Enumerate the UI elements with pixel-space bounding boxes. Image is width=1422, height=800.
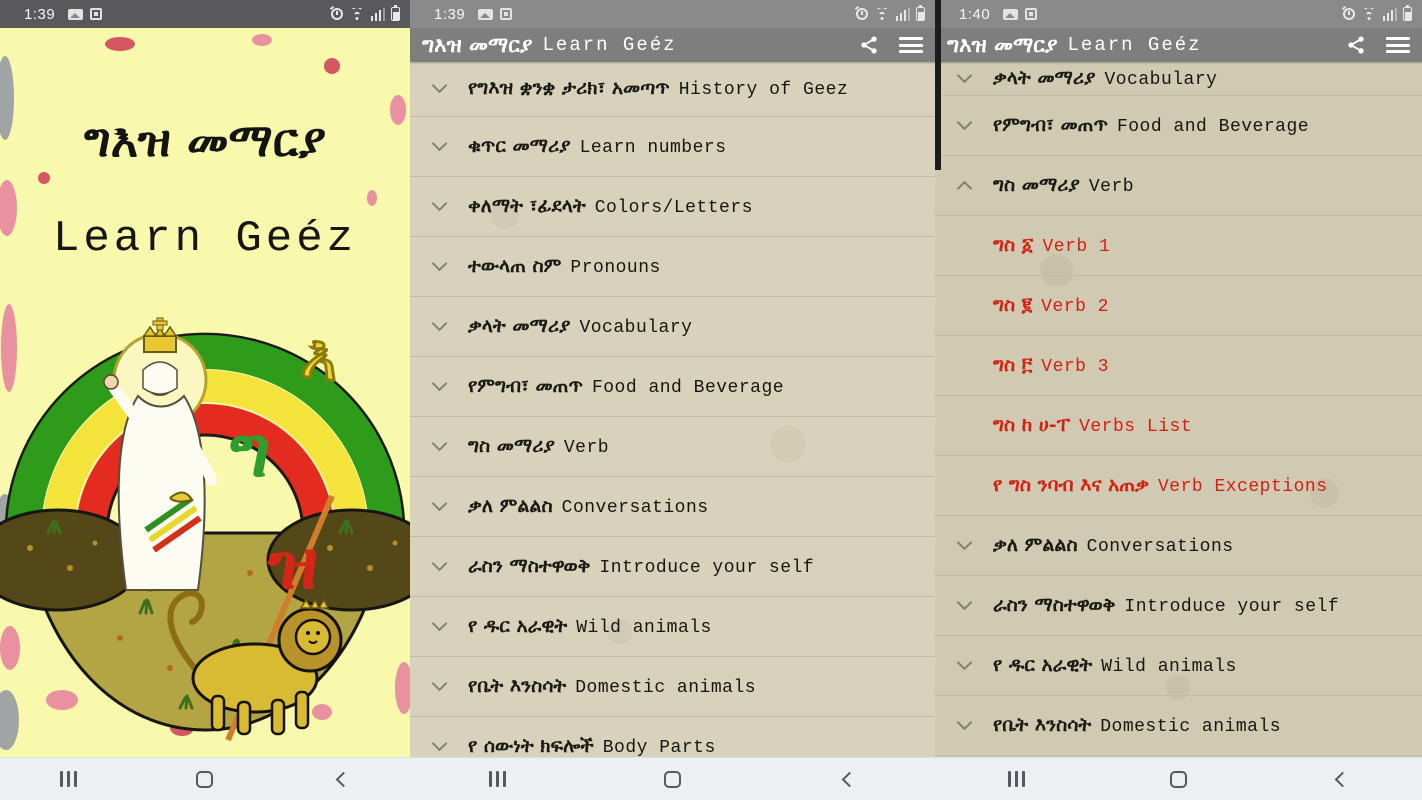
app-bar bbox=[410, 28, 935, 62]
item-geez-label: የቤት እንስሳት bbox=[468, 674, 567, 697]
back-button[interactable] bbox=[818, 758, 878, 800]
menu-item-wild-animals[interactable] bbox=[935, 636, 1422, 696]
screenshot-icon bbox=[1025, 8, 1037, 20]
item-english-label: Vocabulary bbox=[1104, 69, 1218, 90]
item-english-label: Verb 2 bbox=[1041, 296, 1109, 317]
menu-item-learn-numbers[interactable] bbox=[410, 117, 935, 177]
back-icon bbox=[1335, 771, 1351, 787]
menu-icon[interactable] bbox=[1386, 37, 1410, 53]
item-english-label: Conversations bbox=[561, 497, 709, 518]
photo-icon bbox=[1003, 9, 1018, 20]
item-geez-label: ግስ ፪ bbox=[993, 293, 1033, 316]
item-geez-label: ቃላት መማሪያ bbox=[468, 314, 571, 337]
menu-item-conversations[interactable] bbox=[410, 477, 935, 537]
recents-icon bbox=[489, 771, 506, 787]
recents-button[interactable] bbox=[986, 758, 1046, 800]
share-icon[interactable] bbox=[859, 35, 879, 55]
battery-icon bbox=[391, 7, 400, 21]
menu-item-food-and-beverage[interactable] bbox=[410, 357, 935, 417]
item-geez-label: የምግብ፣ መጠጥ bbox=[993, 113, 1108, 136]
item-geez-label: ግስ ከ ሀ-ፐ bbox=[993, 413, 1071, 436]
clock-text: 1:39 bbox=[24, 5, 56, 23]
recents-button[interactable] bbox=[38, 758, 98, 800]
item-geez-label: የግእዝ ቋንቋ ታሪክ፣ አመጣጥ bbox=[468, 76, 670, 99]
chevron-down-icon bbox=[432, 615, 448, 631]
clock-text: 1:40 bbox=[959, 5, 991, 23]
menu-icon[interactable] bbox=[899, 37, 923, 53]
chevron-down-icon bbox=[432, 195, 448, 211]
item-english-label: Verbs List bbox=[1079, 416, 1193, 437]
status-bar bbox=[935, 0, 1422, 28]
phone-menu-expanded bbox=[935, 0, 1422, 800]
status-bar bbox=[0, 0, 410, 28]
battery-icon bbox=[916, 7, 925, 21]
svg-text:እ: እ bbox=[297, 318, 345, 396]
android-nav-bar bbox=[410, 757, 935, 800]
chevron-down-icon bbox=[432, 375, 448, 391]
item-geez-label: የምግብ፣ መጠጥ bbox=[468, 374, 583, 397]
chevron-down-icon bbox=[957, 594, 973, 610]
item-english-label: Introduce your self bbox=[1124, 596, 1340, 617]
svg-text:ግ: ግ bbox=[230, 410, 271, 493]
item-english-label: Pronouns bbox=[570, 257, 661, 278]
home-icon bbox=[196, 771, 213, 788]
menu-item-domestic-animals[interactable] bbox=[410, 657, 935, 717]
item-geez-label: ቁጥር መማሪያ bbox=[468, 134, 571, 157]
chevron-down-icon bbox=[432, 435, 448, 451]
home-icon bbox=[1170, 771, 1187, 788]
menu-item-domestic-animals[interactable] bbox=[935, 696, 1422, 756]
photo-icon bbox=[478, 9, 493, 20]
menu-item-body-parts[interactable] bbox=[410, 717, 935, 757]
item-english-label: Learn numbers bbox=[579, 137, 727, 158]
wifi-icon bbox=[1361, 8, 1377, 20]
item-english-label: Verb Exceptions bbox=[1157, 476, 1328, 497]
item-english-label: Vocabulary bbox=[579, 317, 693, 338]
menu-item-wild-animals[interactable] bbox=[410, 597, 935, 657]
item-english-label: Wild animals bbox=[576, 617, 712, 638]
home-button[interactable] bbox=[643, 758, 703, 800]
item-english-label: Domestic animals bbox=[1100, 716, 1282, 737]
chevron-down-icon bbox=[957, 67, 973, 83]
submenu-item-verb-2[interactable] bbox=[935, 276, 1422, 336]
item-english-label: Verb 3 bbox=[1041, 356, 1110, 377]
item-geez-label: የ ዱር አራዊት bbox=[468, 614, 568, 637]
chevron-down-icon bbox=[957, 714, 973, 730]
item-english-label: Introduce your self bbox=[599, 557, 815, 578]
phone-splash bbox=[0, 0, 410, 800]
menu-item-verb[interactable] bbox=[410, 417, 935, 477]
menu-item-vocabulary[interactable] bbox=[935, 62, 1422, 96]
phone-menu bbox=[410, 0, 935, 800]
screenshot-icon bbox=[500, 8, 512, 20]
chevron-down-icon bbox=[957, 534, 973, 550]
alarm-icon bbox=[331, 8, 343, 20]
signal-icon bbox=[371, 8, 386, 21]
clock-text: 1:39 bbox=[434, 5, 466, 23]
menu-item-verb-expanded[interactable] bbox=[935, 156, 1422, 216]
item-english-label: Colors/Letters bbox=[594, 197, 753, 218]
menu-item-vocabulary[interactable] bbox=[410, 297, 935, 357]
item-geez-label: ቃለ ምልልስ bbox=[468, 494, 553, 517]
item-english-label: Body Parts bbox=[602, 737, 716, 757]
recents-icon bbox=[60, 771, 77, 787]
item-english-label: Verb bbox=[563, 437, 610, 458]
item-geez-label: ግስ ፫ bbox=[993, 353, 1033, 376]
chevron-down-icon bbox=[957, 654, 973, 670]
menu-item-introduce-your-self[interactable] bbox=[935, 576, 1422, 636]
item-geez-label: ግስ መማሪያ bbox=[993, 173, 1080, 196]
menu-item-conversations[interactable] bbox=[935, 516, 1422, 576]
back-icon bbox=[842, 771, 858, 787]
menu-item-introduce-your-self[interactable] bbox=[410, 537, 935, 597]
back-button[interactable] bbox=[1311, 758, 1371, 800]
panel-seam bbox=[935, 0, 941, 170]
home-icon bbox=[664, 771, 681, 788]
item-english-label: Verb 1 bbox=[1042, 236, 1111, 257]
item-geez-label: የቤት እንስሳት bbox=[993, 713, 1092, 736]
chevron-down-icon bbox=[432, 675, 448, 691]
splash-screen bbox=[0, 28, 410, 757]
back-icon bbox=[336, 771, 352, 787]
item-english-label: History of Geez bbox=[678, 79, 849, 100]
signal-icon bbox=[1383, 8, 1398, 21]
item-geez-label: የ ግስ ንባብ እና አጠቃ bbox=[993, 473, 1149, 496]
chevron-up-icon bbox=[957, 180, 973, 196]
photo-icon bbox=[68, 9, 83, 20]
share-icon[interactable] bbox=[1346, 35, 1366, 55]
home-button[interactable] bbox=[1148, 758, 1208, 800]
item-geez-label: የ ዱር አራዊት bbox=[993, 653, 1093, 676]
alarm-icon bbox=[1343, 8, 1355, 20]
appbar-title-geez: ግእዝ መማርያ bbox=[422, 32, 533, 57]
submenu-item-verb-1[interactable] bbox=[935, 216, 1422, 276]
submenu-item-verb-exceptions[interactable] bbox=[935, 456, 1422, 516]
android-nav-bar bbox=[0, 757, 410, 800]
app-bar bbox=[935, 28, 1422, 62]
screenshot-icon bbox=[90, 8, 102, 20]
wifi-icon bbox=[349, 8, 365, 20]
appbar-title-latin: Learn Geéz bbox=[542, 34, 677, 56]
android-nav-bar bbox=[935, 757, 1422, 800]
item-geez-label: ግስ ፩ bbox=[993, 233, 1034, 256]
chevron-down-icon bbox=[432, 135, 448, 151]
item-english-label: Verb bbox=[1088, 176, 1135, 197]
menu-list bbox=[935, 62, 1422, 757]
item-geez-label: ራስን ማስተዋወቅ bbox=[993, 593, 1116, 616]
chevron-down-icon bbox=[432, 555, 448, 571]
item-english-label: Wild animals bbox=[1101, 656, 1237, 677]
chevron-down-icon bbox=[432, 78, 448, 94]
back-button[interactable] bbox=[312, 758, 372, 800]
home-button[interactable] bbox=[175, 758, 235, 800]
splash-artwork bbox=[0, 28, 410, 757]
alarm-icon bbox=[856, 8, 868, 20]
item-geez-label: ራስን ማስተዋወቅ bbox=[468, 554, 591, 577]
svg-text:ዝ: ዝ bbox=[268, 522, 319, 605]
item-geez-label: የ ሰውነት ክፍሎች bbox=[468, 734, 594, 757]
chevron-down-icon bbox=[957, 114, 973, 130]
status-bar bbox=[410, 0, 935, 28]
item-english-label: Food and Beverage bbox=[591, 377, 785, 398]
item-geez-label: ቃለ ምልልስ bbox=[993, 533, 1078, 556]
submenu-item-verb-3[interactable] bbox=[935, 336, 1422, 396]
battery-icon bbox=[1403, 7, 1412, 21]
item-geez-label: ቀለማት ፣ፊደላት bbox=[468, 194, 586, 217]
menu-list bbox=[410, 62, 935, 757]
appbar-title-latin: Learn Geéz bbox=[1067, 34, 1202, 56]
item-geez-label: ግስ መማሪያ bbox=[468, 434, 555, 457]
menu-item-pronouns[interactable] bbox=[410, 237, 935, 297]
wifi-icon bbox=[874, 8, 890, 20]
item-geez-label: ተውላጠ ስም bbox=[468, 254, 562, 277]
menu-item-colors-letters[interactable] bbox=[410, 177, 935, 237]
submenu-item-verbs-list[interactable] bbox=[935, 396, 1422, 456]
chevron-down-icon bbox=[432, 495, 448, 511]
splash-title-latin: Learn Geéz bbox=[52, 214, 358, 264]
item-english-label: Domestic animals bbox=[575, 677, 757, 698]
appbar-title-geez: ግእዝ መማርያ bbox=[947, 32, 1058, 57]
chevron-down-icon bbox=[432, 315, 448, 331]
recents-button[interactable] bbox=[468, 758, 528, 800]
item-english-label: Conversations bbox=[1086, 536, 1234, 557]
chevron-down-icon bbox=[432, 735, 448, 751]
menu-item-history-of-geez[interactable] bbox=[410, 62, 935, 117]
item-geez-label: ቃላት መማሪያ bbox=[993, 66, 1096, 89]
item-english-label: Food and Beverage bbox=[1116, 116, 1310, 137]
splash-title-geez: ግእዝ መማርያ bbox=[83, 113, 327, 167]
recents-icon bbox=[1008, 771, 1025, 787]
menu-item-food-and-beverage[interactable] bbox=[935, 96, 1422, 156]
signal-icon bbox=[896, 8, 911, 21]
chevron-down-icon bbox=[432, 255, 448, 271]
